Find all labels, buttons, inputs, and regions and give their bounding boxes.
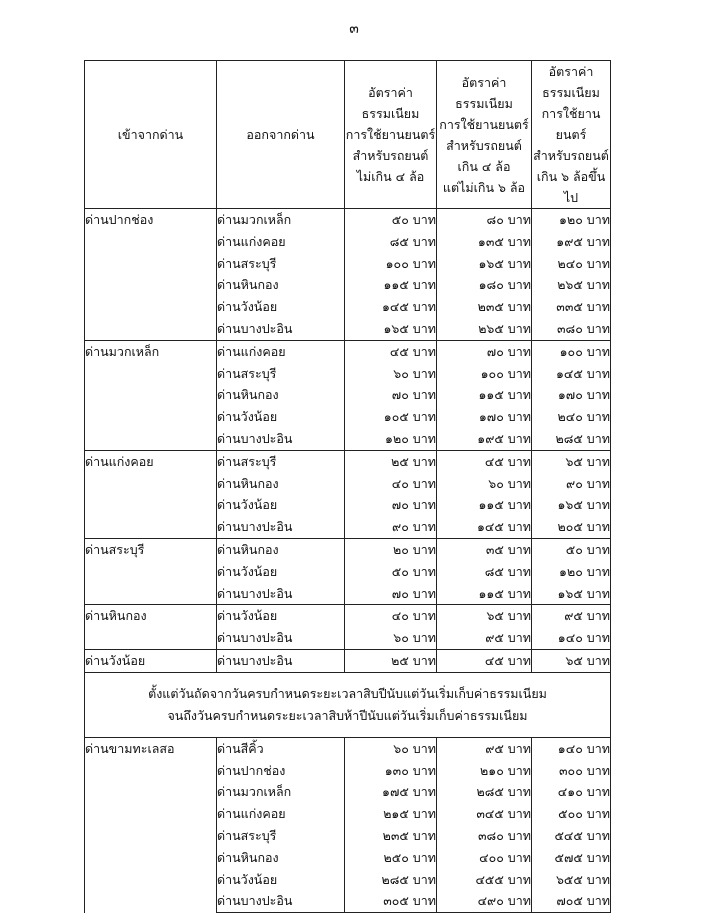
rate-4-6-wheels-cell: ๑๖๕ บาท	[437, 253, 532, 275]
rate-4-6-wheels-cell: ๘๐ บาท	[437, 209, 532, 231]
rate-4-wheels-cell: ๓๐๕ บาท	[345, 890, 437, 912]
entry-station-cell: ด่านปากช่อง	[85, 209, 217, 341]
rate-4-6-wheels-cell: ๒๑๐ บาท	[437, 760, 532, 782]
rate-over-6-wheels-cell: ๙๐ บาท	[532, 473, 611, 495]
table-row	[85, 209, 611, 231]
header-line: แต่ไม่เกิน ๖ ล้อ	[442, 179, 526, 195]
rate-4-6-wheels-cell: ๑๑๕ บาท	[437, 494, 532, 516]
station-group	[85, 209, 611, 341]
rate-4-wheels-cell: ๗๐ บาท	[345, 583, 437, 605]
header-rate-4-6-wheels	[437, 61, 532, 209]
exit-station-cell: ด่านสระบุรี	[217, 363, 345, 385]
rate-over-6-wheels-cell: ๒๐๕ บาท	[532, 516, 611, 538]
table-row	[85, 737, 611, 759]
rate-4-6-wheels-cell: ๖๐ บาท	[437, 473, 532, 495]
rate-4-wheels-cell: ๔๕ บาท	[345, 340, 437, 362]
header-line: เกิน ๔ ล้อ	[457, 158, 511, 174]
rate-4-wheels-cell: ๔๐ บาท	[345, 473, 437, 495]
header-line: การใช้ยานยนตร์	[541, 106, 601, 142]
rate-4-wheels-cell: ๑๑๕ บาท	[345, 274, 437, 296]
rate-4-wheels-cell: ๒๕ บาท	[345, 649, 437, 672]
rate-4-wheels-cell: ๑๐๐ บาท	[345, 253, 437, 275]
rate-4-wheels-cell: ๑๖๕ บาท	[345, 318, 437, 340]
exit-station-cell: ด่านวังน้อย	[217, 406, 345, 428]
header-line: การใช้ยานยนตร์	[345, 127, 436, 142]
station-group	[85, 450, 611, 538]
rate-4-wheels-cell: ๑๒๐ บาท	[345, 428, 437, 450]
exit-station-cell: ด่านสีคิ้ว	[217, 737, 345, 759]
exit-station-cell: ด่านหินกอง	[217, 384, 345, 406]
rate-over-6-wheels-cell: ๒๘๕ บาท	[532, 428, 611, 450]
exit-station-cell: ด่านบางปะอิน	[217, 428, 345, 450]
rate-4-wheels-cell: ๒๕๐ บาท	[345, 847, 437, 869]
rate-over-6-wheels-cell: ๑๙๕ บาท	[532, 231, 611, 253]
exit-station-cell: ด่านวังน้อย	[217, 296, 345, 318]
rate-4-6-wheels-cell: ๑๑๕ บาท	[437, 384, 532, 406]
rate-4-6-wheels-cell: ๓๔๕ บาท	[437, 803, 532, 825]
exit-station-cell: ด่านแก่งคอย	[217, 231, 345, 253]
exit-station-cell: ด่านบางปะอิน	[217, 583, 345, 605]
rate-4-wheels-cell: ๕๐ บาท	[345, 209, 437, 231]
header-line: ไม่เกิน ๔ ล้อ	[356, 169, 425, 184]
period-note	[85, 672, 611, 737]
exit-station-cell: ด่านปากช่อง	[217, 760, 345, 782]
period-note-row	[85, 672, 611, 737]
station-group	[85, 737, 611, 912]
exit-station-cell: ด่านวังน้อย	[217, 561, 345, 583]
rate-4-wheels-cell: ๗๐ บาท	[345, 384, 437, 406]
rate-over-6-wheels-cell: ๒๔๐ บาท	[532, 406, 611, 428]
rate-over-6-wheels-cell: ๑๗๐ บาท	[532, 384, 611, 406]
rate-over-6-wheels-cell: ๖๕ บาท	[532, 450, 611, 472]
exit-station-cell: ด่านสระบุรี	[217, 825, 345, 847]
rate-4-6-wheels-cell: ๗๐ บาท	[437, 340, 532, 362]
rate-4-wheels-cell: ๘๕ บาท	[345, 231, 437, 253]
entry-station-cell: ด่านแก่งคอย	[85, 450, 217, 538]
header-exit-station: ออกจากด่าน	[217, 61, 345, 209]
rate-over-6-wheels-cell: ๓๓๕ บาท	[532, 296, 611, 318]
rate-4-wheels-cell: ๒๐ บาท	[345, 538, 437, 560]
rate-4-6-wheels-cell: ๑๑๕ บาท	[437, 583, 532, 605]
rate-over-6-wheels-cell: ๑๐๐ บาท	[532, 340, 611, 362]
station-group	[85, 649, 611, 672]
exit-station-cell: ด่านหินกอง	[217, 538, 345, 560]
rate-4-6-wheels-cell: ๔๕ บาท	[437, 649, 532, 672]
rate-4-6-wheels-cell: ๓๕ บาท	[437, 538, 532, 560]
rate-4-wheels-cell: ๑๓๐ บาท	[345, 760, 437, 782]
exit-station-cell: ด่านสระบุรี	[217, 253, 345, 275]
rate-over-6-wheels-cell: ๖๕๕ บาท	[532, 869, 611, 891]
rate-over-6-wheels-cell: ๗๐๕ บาท	[532, 890, 611, 912]
rate-over-6-wheels-cell: ๑๒๐ บาท	[532, 561, 611, 583]
exit-station-cell: ด่านสระบุรี	[217, 450, 345, 472]
rate-4-wheels-cell: ๖๐ บาท	[345, 363, 437, 385]
exit-station-cell: ด่านวังน้อย	[217, 869, 345, 891]
rate-over-6-wheels-cell: ๒๔๐ บาท	[532, 253, 611, 275]
header-line: สำหรับรถยนต์	[533, 148, 609, 163]
rate-4-6-wheels-cell: ๒๖๕ บาท	[437, 318, 532, 340]
exit-station-cell: ด่านมวกเหล็ก	[217, 209, 345, 231]
rate-4-wheels-cell: ๖๐ บาท	[345, 627, 437, 649]
rate-over-6-wheels-cell: ๕๐๐ บาท	[532, 803, 611, 825]
rate-4-wheels-cell: ๑๐๕ บาท	[345, 406, 437, 428]
header-entry-station: เข้าจากด่าน	[85, 61, 217, 209]
exit-station-cell: ด่านบางปะอิน	[217, 649, 345, 672]
rate-4-6-wheels-cell: ๑๐๐ บาท	[437, 363, 532, 385]
table-header-row	[85, 61, 611, 209]
entry-station-cell: ด่านหินกอง	[85, 605, 217, 650]
rate-over-6-wheels-cell: ๕๗๕ บาท	[532, 847, 611, 869]
entry-station-cell: ด่านวังน้อย	[85, 649, 217, 672]
period-note-section	[85, 672, 611, 737]
table-row	[85, 340, 611, 362]
rate-over-6-wheels-cell: ๑๖๕ บาท	[532, 494, 611, 516]
exit-station-cell: ด่านแก่งคอย	[217, 340, 345, 362]
header-line: อัตราค่าธรรมเนียม	[455, 74, 513, 111]
header-line: อัตราค่าธรรมเนียม	[361, 85, 420, 121]
rate-4-6-wheels-cell: ๒๓๕ บาท	[437, 296, 532, 318]
exit-station-cell: ด่านหินกอง	[217, 274, 345, 296]
rate-over-6-wheels-cell: ๕๔๕ บาท	[532, 825, 611, 847]
rate-4-wheels-cell: ๖๐ บาท	[345, 737, 437, 759]
rate-4-6-wheels-cell: ๔๕ บาท	[437, 450, 532, 472]
station-group	[85, 605, 611, 650]
exit-station-cell: ด่านแก่งคอย	[217, 803, 345, 825]
rate-4-6-wheels-cell: ๔๕๕ บาท	[437, 869, 532, 891]
rate-4-6-wheels-cell: ๑๓๕ บาท	[437, 231, 532, 253]
rate-over-6-wheels-cell: ๓๘๐ บาท	[532, 318, 611, 340]
rate-4-wheels-cell: ๕๐ บาท	[345, 561, 437, 583]
rate-over-6-wheels-cell: ๑๔๕ บาท	[532, 363, 611, 385]
rate-4-wheels-cell: ๒๕ บาท	[345, 450, 437, 472]
header-line: อัตราค่าธรรมเนียม	[542, 64, 600, 100]
rate-over-6-wheels-cell: ๙๕ บาท	[532, 605, 611, 627]
rate-4-wheels-cell: ๙๐ บาท	[345, 516, 437, 538]
table-row	[85, 538, 611, 560]
rate-over-6-wheels-cell: ๑๔๐ บาท	[532, 627, 611, 649]
exit-station-cell: ด่านวังน้อย	[217, 605, 345, 627]
header-line: การใช้ยานยนตร์	[439, 116, 529, 132]
header-line: สำหรับรถยนต์	[446, 137, 522, 153]
header-line: เกิน ๖ ล้อขึ้นไป	[536, 169, 606, 205]
table-row	[85, 605, 611, 627]
rate-4-6-wheels-cell: ๙๕ บาท	[437, 737, 532, 759]
table-row	[85, 649, 611, 672]
rate-over-6-wheels-cell: ๖๕ บาท	[532, 649, 611, 672]
period-note-line: จนถึงวันครบกำหนดระยะเวลาสิบห้าปีนับแต่วันเริ่มเก็บค่าธรรมเนียม	[167, 707, 528, 723]
exit-station-cell: ด่านหินกอง	[217, 473, 345, 495]
rate-4-wheels-cell: ๑๗๕ บาท	[345, 781, 437, 803]
rate-4-6-wheels-cell: ๖๕ บาท	[437, 605, 532, 627]
entry-station-cell: ด่านสระบุรี	[85, 538, 217, 604]
rate-4-6-wheels-cell: ๙๕ บาท	[437, 627, 532, 649]
header-line: สำหรับรถยนต์	[352, 148, 429, 163]
rate-4-wheels-cell: ๒๑๕ บาท	[345, 803, 437, 825]
rate-4-6-wheels-cell: ๒๘๕ บาท	[437, 781, 532, 803]
toll-rate-table	[84, 60, 611, 913]
exit-station-cell: ด่านบางปะอิน	[217, 890, 345, 912]
entry-station-cell: ด่านขามทะเลสอ	[85, 737, 217, 912]
rate-over-6-wheels-cell: ๒๖๕ บาท	[532, 274, 611, 296]
exit-station-cell: ด่านมวกเหล็ก	[217, 781, 345, 803]
header-rate-4-wheels	[345, 61, 437, 209]
rate-over-6-wheels-cell: ๑๒๐ บาท	[532, 209, 611, 231]
station-group	[85, 340, 611, 450]
rate-4-6-wheels-cell: ๑๗๐ บาท	[437, 406, 532, 428]
rate-4-6-wheels-cell: ๔๙๐ บาท	[437, 890, 532, 912]
rate-over-6-wheels-cell: ๑๖๕ บาท	[532, 583, 611, 605]
header-rate-over-6-wheels	[532, 61, 611, 209]
rate-4-wheels-cell: ๑๔๕ บาท	[345, 296, 437, 318]
rate-4-6-wheels-cell: ๘๕ บาท	[437, 561, 532, 583]
rate-over-6-wheels-cell: ๑๔๐ บาท	[532, 737, 611, 759]
rate-4-wheels-cell: ๒๓๕ บาท	[345, 825, 437, 847]
rate-4-6-wheels-cell: ๑๘๐ บาท	[437, 274, 532, 296]
exit-station-cell: ด่านหินกอง	[217, 847, 345, 869]
page-number: ๓	[349, 21, 359, 37]
exit-station-cell: ด่านบางปะอิน	[217, 318, 345, 340]
rate-4-6-wheels-cell: ๑๙๕ บาท	[437, 428, 532, 450]
rate-4-6-wheels-cell: ๔๐๐ บาท	[437, 847, 532, 869]
rate-4-wheels-cell: ๗๐ บาท	[345, 494, 437, 516]
rate-over-6-wheels-cell: ๓๐๐ บาท	[532, 760, 611, 782]
exit-station-cell: ด่านวังน้อย	[217, 494, 345, 516]
rate-over-6-wheels-cell: ๔๑๐ บาท	[532, 781, 611, 803]
exit-station-cell: ด่านบางปะอิน	[217, 627, 345, 649]
entry-station-cell: ด่านมวกเหล็ก	[85, 340, 217, 450]
rate-over-6-wheels-cell: ๕๐ บาท	[532, 538, 611, 560]
station-group	[85, 538, 611, 604]
rate-4-6-wheels-cell: ๓๘๐ บาท	[437, 825, 532, 847]
rate-4-wheels-cell: ๔๐ บาท	[345, 605, 437, 627]
exit-station-cell: ด่านบางปะอิน	[217, 516, 345, 538]
rate-4-6-wheels-cell: ๑๔๕ บาท	[437, 516, 532, 538]
period-note-line: ตั้งแต่วันถัดจากวันครบกำหนดระยะเวลาสิบปีนับแต่วันเริ่มเก็บค่าธรรมเนียม	[148, 685, 547, 701]
rate-4-wheels-cell: ๒๘๕ บาท	[345, 869, 437, 891]
table-row	[85, 450, 611, 472]
